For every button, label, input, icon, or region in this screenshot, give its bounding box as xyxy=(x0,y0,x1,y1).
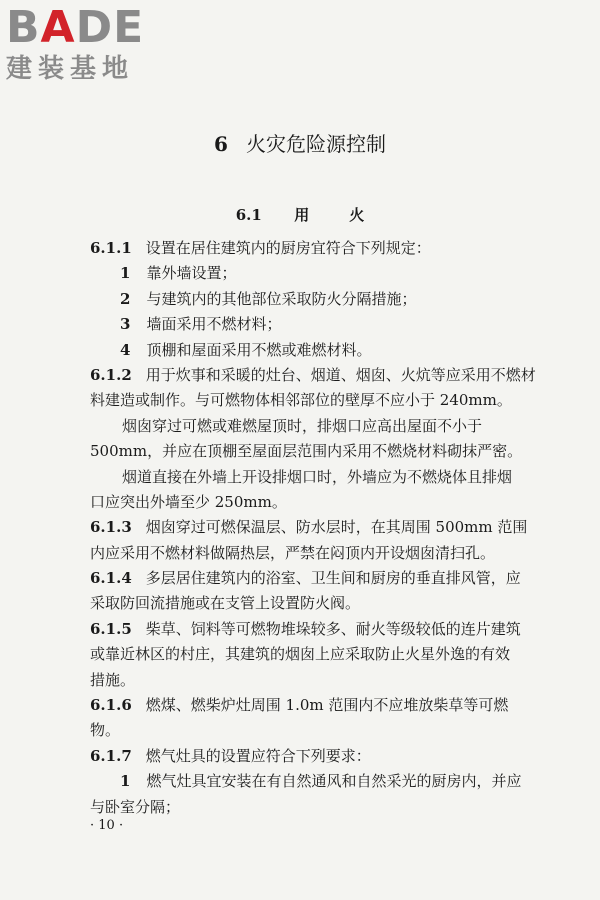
chapter-heading xyxy=(0,128,600,157)
line-text: 烟囱穿过可燃或难燃屋顶时，排烟口应高出屋面不小于 xyxy=(122,416,483,435)
line-text: 燃煤、燃柴炉灶周围 1.0m 范围内不应堆放柴草等可燃 xyxy=(145,696,509,715)
clause-number: 6.1.2 xyxy=(90,365,132,384)
line-text: 顶棚和屋面采用不燃或难燃材料。 xyxy=(146,340,372,359)
text-line xyxy=(90,414,532,439)
page-number: · 10 · xyxy=(90,818,124,833)
line-text: 多层居住建筑内的浴室、卫生间和厨房的垂直排风管，应 xyxy=(145,569,521,588)
line-text: 靠外墙设置； xyxy=(146,264,237,283)
text-line xyxy=(90,236,532,261)
item-number: 4 xyxy=(120,340,131,359)
logo-subtitle: 建装基地 xyxy=(6,54,135,84)
line-text: 或靠近林区的村庄，其建筑的烟囱上应采取防止火星外逸的有效 xyxy=(90,645,511,664)
line-text: 用于炊事和采暖的灶台、烟道、烟囱、火炕等应采用不燃材 xyxy=(145,365,536,384)
section-number: 6.1 xyxy=(235,206,262,224)
text-line xyxy=(90,388,532,413)
text-line xyxy=(90,744,532,769)
clause-number: 6.1.6 xyxy=(90,696,132,715)
logo-wordmark: BADE xyxy=(6,2,145,53)
text-line xyxy=(90,261,532,286)
text-line xyxy=(90,439,532,464)
item-number: 3 xyxy=(120,315,131,334)
section-heading xyxy=(0,204,600,225)
text-line xyxy=(90,566,532,591)
text-line xyxy=(90,693,532,718)
body-text xyxy=(90,236,536,820)
line-text: 措施。 xyxy=(90,670,136,689)
line-text: 燃气灶具宜安装在有自然通风和自然采光的厨房内，并应 xyxy=(146,772,522,791)
clause-number: 6.1.7 xyxy=(90,746,132,765)
text-line xyxy=(90,287,532,312)
text-line xyxy=(90,642,532,667)
text-line xyxy=(90,465,532,490)
line-text: 采取防回流措施或在支管上设置防火阀。 xyxy=(90,594,361,613)
section-title-part2: 火 xyxy=(349,206,365,224)
line-text: 内应采用不燃材料做隔热层，严禁在闷顶内开设烟囱清扫孔。 xyxy=(90,543,496,562)
item-number: 1 xyxy=(120,772,131,791)
text-line xyxy=(90,617,532,642)
chapter-title: 火灾危险源控制 xyxy=(245,132,386,156)
clause-number: 6.1.1 xyxy=(90,239,132,257)
clause-number: 6.1.3 xyxy=(90,518,132,537)
line-text: 柴草、饲料等可燃物堆垛较多、耐火等级较低的连片建筑 xyxy=(145,619,521,638)
item-number: 1 xyxy=(120,264,131,283)
item-number: 2 xyxy=(120,289,131,308)
text-line xyxy=(90,541,532,566)
text-line xyxy=(90,591,532,616)
text-line xyxy=(90,363,536,388)
text-line xyxy=(90,515,532,540)
text-line xyxy=(90,490,532,515)
section-title-part1: 用 xyxy=(294,206,310,224)
line-text: 口应突出外墙至少 250mm。 xyxy=(90,492,287,511)
line-text: 与建筑内的其他部位采取防火分隔措施； xyxy=(146,289,417,308)
line-text: 设置在居住建筑内的厨房宜符合下列规定： xyxy=(145,239,431,257)
clause-number: 6.1.5 xyxy=(90,619,132,638)
line-text: 燃气灶具的设置应符合下列要求： xyxy=(145,746,371,765)
chapter-number: 6 xyxy=(214,132,228,156)
line-text: 料建造或制作。与可燃物体相邻部位的壁厚不应小于 240mm。 xyxy=(90,391,512,410)
line-text: 物。 xyxy=(90,721,121,740)
line-text: 墙面采用不燃材料； xyxy=(146,315,282,334)
text-line xyxy=(90,718,532,743)
line-text: 500mm，并应在顶棚至屋面层范围内采用不燃烧材料砌抹严密。 xyxy=(90,442,523,461)
text-line xyxy=(90,795,532,820)
clause-number: 6.1.4 xyxy=(90,569,132,588)
text-line xyxy=(90,769,532,794)
text-line xyxy=(90,312,532,337)
line-text: 与卧室分隔； xyxy=(90,797,181,816)
line-text: 烟道直接在外墙上开设排烟口时，外墙应为不燃烧体且排烟 xyxy=(122,467,513,486)
text-line xyxy=(90,338,532,363)
text-line xyxy=(90,668,532,693)
logo xyxy=(6,4,176,84)
line-text: 烟囱穿过可燃保温层、防水层时，在其周围 500mm 范围 xyxy=(145,518,528,537)
